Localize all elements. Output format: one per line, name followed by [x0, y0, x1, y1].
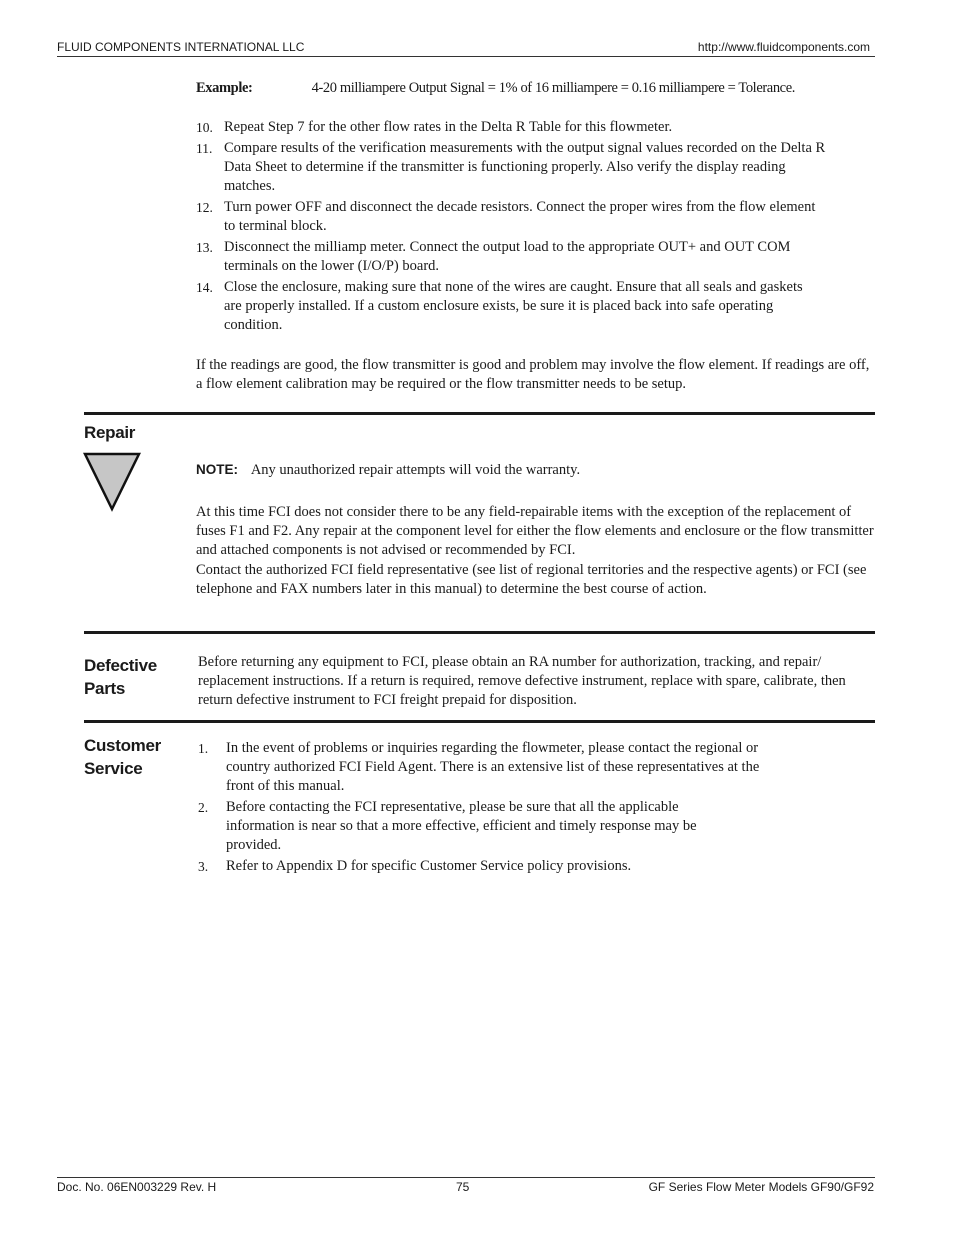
step-text: Compare results of the verification measurements with the output signal values recorded on the Delta R Data Sheet to determine if the transmitter is functioning properly. Also verify the display reading matches.: [224, 140, 826, 194]
repair-paragraph-2: Contact the authorized FCI field representative (see list of regional territories and the respective agents) or FCI (see telephone and FAX numbers later in this manual) to determine the best course of action.: [196, 562, 867, 597]
list-item-text: Before contacting the FCI representative, please be sure that all the applicable information is near so that a more effective, efficient and timely response may be provided.: [226, 799, 697, 853]
list-item: [198, 739, 798, 796]
list-item: [198, 798, 798, 855]
section-divider: [84, 412, 875, 415]
example-label: Example:: [196, 80, 253, 96]
step-item: [196, 118, 856, 137]
defective-parts-title-line1: Defective: [84, 656, 157, 675]
step-item: [196, 198, 856, 236]
list-item-number: 1.: [198, 741, 209, 756]
customer-service-title-line1: Customer: [84, 736, 161, 755]
note-text: Any unauthorized repair attempts will void the warranty.: [250, 462, 581, 478]
customer-service-title-line2: Service: [84, 759, 143, 778]
repair-paragraph-1: At this time FCI does not consider there to be any field-repairable items with the exception of the replacement of fuses F1 and F2. Any repair at the component level for either the flow elements and enclosure or the flow transmitter and attached components is not advised or recommended by FCI.: [196, 504, 874, 558]
list-item-text: In the event of problems or inquiries regarding the flowmeter, please contact the regional or country authorized FCI Field Agent. There is an extensive list of these representatives at the front of this manual.: [226, 740, 760, 794]
step-item: [196, 278, 856, 335]
repair-title: Repair: [84, 423, 136, 442]
header-divider: [57, 56, 875, 57]
defective-parts-text: Before returning any equipment to FCI, please obtain an RA number for authorization, tracking, and repair/ replacement instructions. If a return is required, remove defective instrument, replace with spare, calibrate, then return defective instrument to FCI freight prepaid for disposition.: [198, 654, 846, 708]
step-text: Close the enclosure, making sure that none of the wires are caught. Ensure that all seals and gaskets are properly installed. If a custom enclosure exists, be sure it is placed back into safe operating condition.: [224, 279, 803, 333]
section-divider: [84, 720, 875, 723]
step-number: 12.: [196, 200, 213, 215]
section-divider: [84, 631, 875, 634]
header-company: FLUID COMPONENTS INTERNATIONAL LLC: [57, 40, 305, 54]
list-item-text: Refer to Appendix D for specific Customer Service policy provisions.: [226, 858, 632, 874]
footer-divider: [57, 1177, 875, 1178]
step-text: Turn power OFF and disconnect the decade resistors. Connect the proper wires from the flow element to terminal block.: [224, 199, 816, 234]
readings-paragraph: If the readings are good, the flow transmitter is good and problem may involve the flow element. If readings are off, a flow element calibration may be required or the flow transmitter needs to be setup.: [196, 357, 870, 392]
step-item: [196, 238, 856, 276]
list-item-number: 2.: [198, 800, 209, 815]
repair-note: [196, 462, 580, 479]
defective-parts-title-line2: Parts: [84, 679, 126, 698]
list-item-number: 3.: [198, 859, 209, 874]
list-item: [198, 857, 798, 876]
warning-triangle-icon: [83, 452, 141, 512]
note-label: NOTE:: [196, 462, 238, 477]
step-number: 10.: [196, 120, 213, 135]
procedure-steps: [196, 118, 856, 337]
step-number: 11.: [196, 141, 213, 156]
example-text: 4-20 milliampere Output Signal = 1% of 16 milliampere = 0.16 milliampere = Tolerance.: [311, 80, 795, 96]
step-number: 13.: [196, 240, 213, 255]
example-line: [196, 80, 795, 97]
footer-page-number: 75: [456, 1180, 470, 1194]
step-text: Repeat Step 7 for the other flow rates in the Delta R Table for this flowmeter.: [224, 119, 673, 135]
footer-doc-number: Doc. No. 06EN003229 Rev. H: [57, 1180, 217, 1194]
step-text: Disconnect the milliamp meter. Connect the output load to the appropriate OUT+ and OUT COM terminals on the lower (I/O/P) board.: [224, 239, 791, 274]
step-number: 14.: [196, 280, 213, 295]
step-item: [196, 139, 856, 196]
customer-service-list: [198, 739, 798, 878]
customer-service-title: [84, 734, 161, 780]
defective-parts-title: [84, 654, 157, 700]
header-url: http://www.fluidcomponents.com: [697, 40, 870, 54]
footer-product-name: GF Series Flow Meter Models GF90/GF92: [648, 1180, 874, 1194]
